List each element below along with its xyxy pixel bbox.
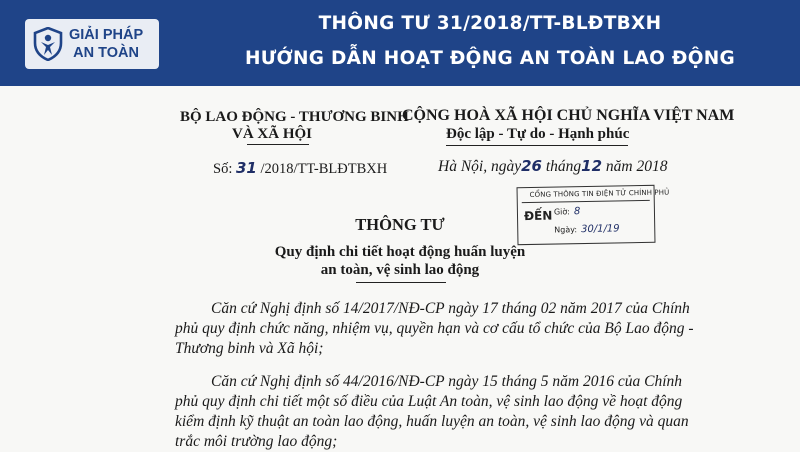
stamp-date-label: Ngày:: [554, 225, 578, 235]
paragraph-1-line-1: Căn cứ Nghị định số 14/2017/NĐ-CP ngày 17 tháng 02 năm 2017 của Chính: [211, 300, 690, 317]
month-handwritten: 12: [581, 157, 603, 175]
document-number-suffix: /2018/TT-BLĐTBXH: [260, 161, 388, 177]
logo[interactable]: [25, 19, 159, 69]
paragraph-1-line-3: Thương binh và Xã hội;: [175, 340, 324, 357]
banner-title-line-2: HƯỚNG DẪN HOẠT ĐỘNG AN TOÀN LAO ĐỘNG: [244, 48, 736, 69]
paragraph-2-line-3: kiểm định kỹ thuật an toàn lao động, huấn luyện an toàn, vệ sinh lao động và quan: [175, 413, 689, 430]
subject-line-1: Quy định chi tiết hoạt động huấn luyện: [274, 244, 526, 260]
document-number-prefix: Số:: [213, 161, 233, 177]
subject-underline: [356, 282, 446, 283]
ministry-name-line-2: VÀ XÃ HỘI: [232, 126, 313, 142]
place-date-part-b: tháng: [545, 158, 582, 175]
banner-title-line-1: THÔNG TƯ 31/2018/TT-BLĐTBXH: [318, 13, 662, 34]
logo-line-2: AN TOÀN: [73, 45, 139, 61]
paragraph-1-line-2: phủ quy định chức năng, nhiệm vụ, quyền hạn và cơ cấu tổ chức của Bộ Lao động -: [175, 320, 694, 337]
document-number-handwritten: 31: [235, 159, 257, 177]
paragraph-2-line-4: trắc môi trường lao động;: [175, 433, 338, 450]
document-page: [0, 86, 800, 450]
document-type: THÔNG TƯ: [355, 215, 445, 234]
nation-name: CỘNG HOÀ XÃ HỘI CHỦ NGHĨA VIỆT NAM: [402, 107, 735, 124]
national-motto: Độc lập - Tự do - Hạnh phúc: [446, 126, 630, 142]
stamp-arrived-label: ĐẾN: [523, 208, 553, 224]
ministry-underline: [247, 144, 309, 145]
stamp-header: CỔNG THÔNG TIN ĐIỆN TỬ CHÍNH PHỦ: [529, 188, 670, 199]
subject-line-2: an toàn, vệ sinh lao động: [320, 262, 480, 278]
place-and-date: [438, 157, 667, 176]
stamp-date-value: 30/1/19: [580, 223, 620, 236]
place-date-part-a: Hà Nội, ngày: [438, 158, 522, 175]
logo-text: [69, 26, 143, 62]
stamp-hour-label: Giờ:: [553, 207, 571, 217]
paragraph-2: [175, 372, 720, 452]
document-number: [213, 159, 387, 178]
shield-person-icon: [33, 27, 63, 61]
logo-line-1: GIẢI PHÁP: [69, 27, 144, 43]
motto-underline: [446, 145, 628, 146]
paragraph-1: [175, 299, 720, 359]
place-date-part-c: năm 2018: [605, 158, 668, 175]
stamp-hour-value: 8: [573, 206, 581, 218]
header-banner: [0, 0, 800, 86]
paragraph-2-line-2: phủ quy định chi tiết một số điều của Luật An toàn, vệ sinh lao động về hoạt động: [175, 393, 683, 410]
day-handwritten: 26: [521, 157, 542, 175]
paragraph-2-line-1: Căn cứ Nghị định số 44/2016/NĐ-CP ngày 15 tháng 5 năm 2016 của Chính: [211, 373, 683, 390]
ministry-name-line-1: BỘ LAO ĐỘNG - THƯƠNG BINH: [180, 109, 409, 125]
stamp-divider: [522, 200, 650, 203]
